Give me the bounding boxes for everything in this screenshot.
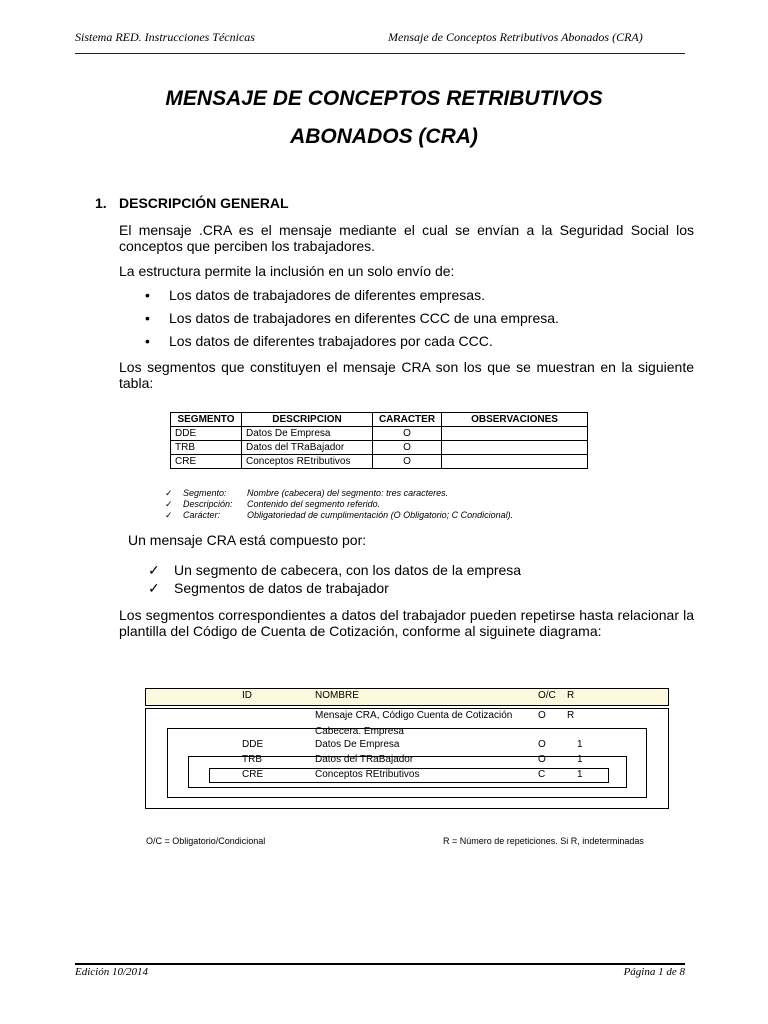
diagram-cell: 1 xyxy=(577,754,583,765)
header-divider xyxy=(75,53,685,54)
diagram-cell: O xyxy=(538,739,546,750)
composition-item: ✓ Un segmento de cabecera, con los datos de la empresa xyxy=(148,562,522,578)
checkmark-icon: ✓ xyxy=(148,580,160,596)
diagram-header-id: ID xyxy=(242,690,252,701)
structure-diagram xyxy=(145,688,669,810)
diagram-cell: R xyxy=(567,710,575,721)
diagram-cell: TRB xyxy=(242,754,262,765)
table-cell: TRB xyxy=(171,441,242,455)
diagram-cell: DDE xyxy=(242,739,264,750)
table-cell: Conceptos REtributivos xyxy=(242,455,373,469)
composition-item: ✓ Segmentos de datos de trabajador xyxy=(148,580,389,596)
diagram-paragraph: Los segmentos correspondientes a datos del trabajador pueden repetirse hasta relacionar la plantilla del Código de Cuenta de Cotización, conforme al siguinete diagrama: xyxy=(119,607,694,639)
section-heading xyxy=(95,195,289,211)
diagram-cell: O xyxy=(538,754,546,765)
diagram-cell: O xyxy=(538,710,546,721)
diagram-legend-right: R = Número de repeticiones. Si R, indeterminadas xyxy=(443,836,644,846)
table-cell xyxy=(442,427,588,441)
section-title: DESCRIPCIÓN GENERAL xyxy=(119,195,289,211)
bullet-icon: • xyxy=(145,333,150,349)
diagram-cell: Datos De Empresa xyxy=(315,739,400,750)
table-header-row xyxy=(171,413,588,427)
table-cell: O xyxy=(373,441,442,455)
footer-edition: Edición 10/2014 xyxy=(75,966,149,978)
checkmark-icon: ✓ xyxy=(165,510,173,520)
table-cell: O xyxy=(373,427,442,441)
header-right: Mensaje de Conceptos Retributivos Abonados (CRA) xyxy=(388,30,643,44)
diagram-cell: Conceptos REtributivos xyxy=(315,769,420,780)
composition-paragraph: Un mensaje CRA está compuesto por: xyxy=(128,532,367,548)
table-note: ✓ Carácter: Obligatoriedad de cumplimentación (O Obligatorio; C Condicional). xyxy=(165,510,514,520)
diagram-cell: Mensaje CRA, Código Cuenta de Cotización xyxy=(315,710,513,721)
diagram-cell: Cabecera. Empresa xyxy=(315,726,404,737)
table-row xyxy=(171,455,588,469)
checkmark-icon: ✓ xyxy=(165,499,173,509)
bullet-item: • Los datos de trabajadores en diferentes CCC de una empresa. xyxy=(145,310,559,326)
bullet-icon: • xyxy=(145,310,150,326)
footer-divider xyxy=(75,963,685,965)
diagram-cell: 1 xyxy=(577,769,583,780)
intro-paragraph: El mensaje .CRA es el mensaje mediante el cual se envían a la Seguridad Social los conceptos que perciben los trabajadores. xyxy=(119,222,694,254)
checkmark-icon: ✓ xyxy=(148,562,160,578)
table-row xyxy=(171,427,588,441)
diagram-cell: 1 xyxy=(577,739,583,750)
column-header: DESCRIPCION xyxy=(242,413,373,427)
diagram-header xyxy=(145,688,669,706)
footer-page-number: Página 1 de 8 xyxy=(623,966,685,978)
column-header: OBSERVACIONES xyxy=(442,413,588,427)
bullet-icon: • xyxy=(145,287,150,303)
table-row xyxy=(171,441,588,455)
title-line-1: MENSAJE DE CONCEPTOS RETRIBUTIVOS xyxy=(165,87,603,110)
diagram-legend-left: O/C = Obligatorio/Condicional xyxy=(146,836,266,846)
bullet-item: • Los datos de trabajadores de diferentes empresas. xyxy=(145,287,485,303)
section-number: 1. xyxy=(95,195,107,211)
diagram-cell: Datos del TRaBajador xyxy=(315,754,414,765)
diagram-cell: CRE xyxy=(242,769,264,780)
diagram-header-nombre: NOMBRE xyxy=(315,690,359,701)
table-cell: Datos De Empresa xyxy=(242,427,373,441)
segment-table xyxy=(170,412,588,469)
header-left: Sistema RED. Instrucciones Técnicas xyxy=(75,30,255,44)
table-cell xyxy=(442,441,588,455)
table-note: ✓ Descripción: Contenido del segmento referido. xyxy=(165,499,381,509)
structure-paragraph: La estructura permite la inclusión en un solo envío de: xyxy=(119,263,455,279)
segments-paragraph: Los segmentos que constituyen el mensaje CRA son los que se muestran en la siguiente tabla: xyxy=(119,359,694,391)
table-note: ✓ Segmento: Nombre (cabecera) del segmento: tres caracteres. xyxy=(165,488,449,498)
table-cell: O xyxy=(373,455,442,469)
diagram-header-oc: O/C xyxy=(538,690,556,701)
column-header: CARACTER xyxy=(373,413,442,427)
diagram-header-r: R xyxy=(567,690,575,701)
column-header: SEGMENTO xyxy=(171,413,242,427)
bullet-item: • Los datos de diferentes trabajadores por cada CCC. xyxy=(145,333,493,349)
table-cell: CRE xyxy=(171,455,242,469)
table-cell xyxy=(442,455,588,469)
title-line-2: ABONADOS (CRA) xyxy=(290,125,478,148)
checkmark-icon: ✓ xyxy=(165,488,173,498)
table-cell: Datos del TRaBajador xyxy=(242,441,373,455)
table-cell: DDE xyxy=(171,427,242,441)
diagram-cell: C xyxy=(538,769,546,780)
